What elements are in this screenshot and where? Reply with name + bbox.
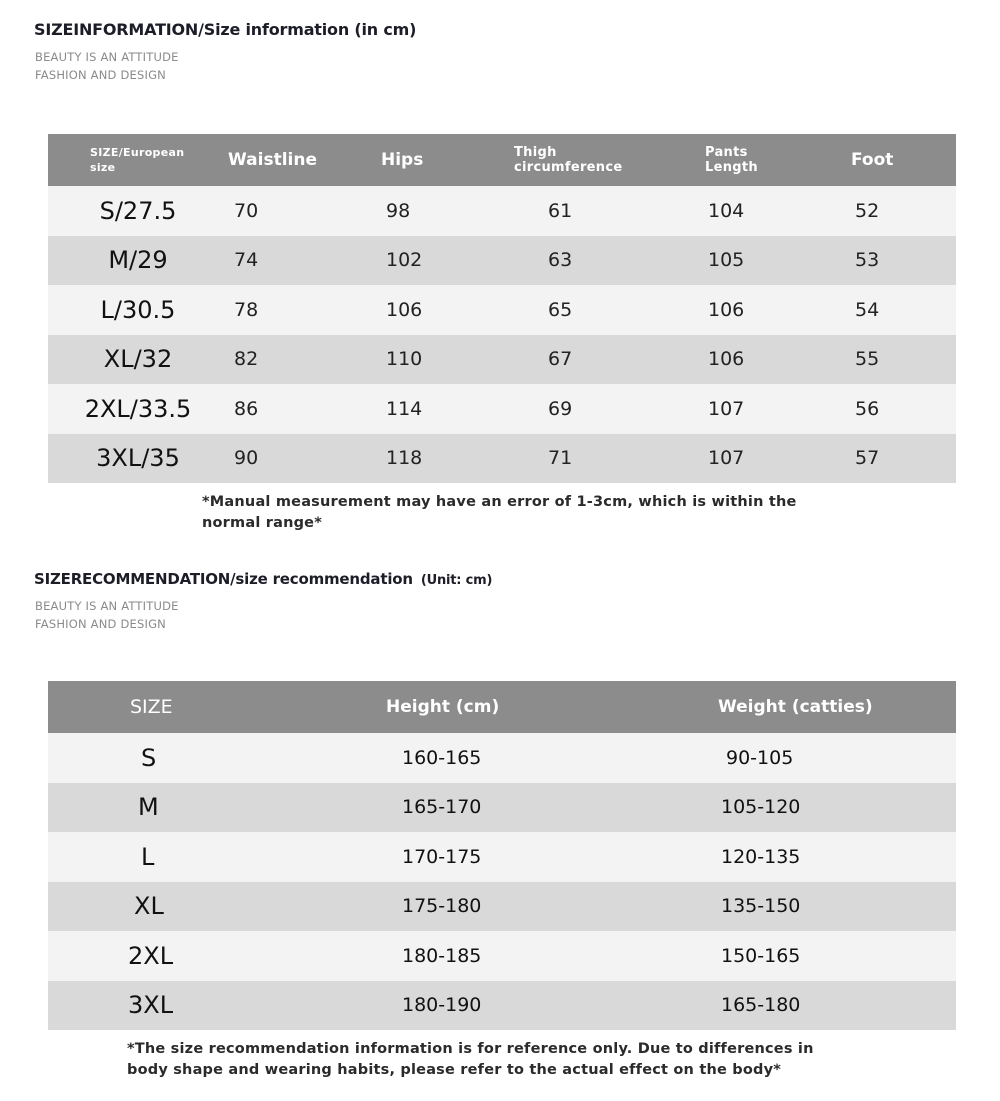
- cell-weight: 90-105: [672, 733, 956, 783]
- cell-size: S: [48, 733, 348, 783]
- cell-foot: 53: [850, 236, 956, 286]
- recommendation-note: [127, 1039, 814, 1081]
- cell-waistline: 90: [228, 434, 380, 484]
- cell-foot: 52: [850, 186, 956, 236]
- column-header-hips: Hips: [380, 134, 512, 186]
- cell-weight: 120-135: [672, 832, 956, 882]
- cell-height: 180-190: [348, 981, 672, 1031]
- unit-label: (Unit: cm): [420, 573, 493, 588]
- header-text: size: [90, 161, 116, 174]
- cell-height: 170-175: [348, 832, 672, 882]
- cell-size: 2XL: [48, 931, 348, 981]
- cell-thigh: 61: [512, 186, 704, 236]
- cell-size: L/30.5: [48, 285, 228, 335]
- cell-hips: 110: [380, 335, 512, 385]
- cell-size: L: [48, 832, 348, 882]
- size-information-title: SIZEINFORMATION/Size information (in cm): [34, 20, 417, 39]
- note-line: body shape and wearing habits, please refer to the actual effect on the body*: [127, 1062, 782, 1078]
- cell-hips: 98: [380, 186, 512, 236]
- cell-pants-length: 107: [704, 434, 850, 484]
- cell-pants-length: 106: [704, 285, 850, 335]
- measurement-note: [202, 492, 797, 534]
- cell-pants-length: 107: [704, 384, 850, 434]
- table-row: [48, 783, 956, 833]
- header-text: SIZE/European: [90, 146, 185, 159]
- cell-thigh: 71: [512, 434, 704, 484]
- column-header-size: SIZE: [48, 681, 348, 733]
- table-row: [48, 186, 956, 236]
- table-header-row: [48, 134, 956, 186]
- cell-weight: 165-180: [672, 981, 956, 1031]
- table-row: [48, 882, 956, 932]
- cell-weight: 150-165: [672, 931, 956, 981]
- cell-hips: 102: [380, 236, 512, 286]
- table-row: [48, 434, 956, 484]
- cell-thigh: 69: [512, 384, 704, 434]
- cell-hips: 114: [380, 384, 512, 434]
- cell-pants-length: 106: [704, 335, 850, 385]
- cell-hips: 106: [380, 285, 512, 335]
- column-header-foot: Foot: [850, 134, 956, 186]
- column-header-pants-length: [704, 134, 850, 186]
- cell-height: 175-180: [348, 882, 672, 932]
- cell-foot: 56: [850, 384, 956, 434]
- cell-pants-length: 105: [704, 236, 850, 286]
- cell-thigh: 65: [512, 285, 704, 335]
- tagline-block-2: [35, 597, 179, 633]
- cell-thigh: 67: [512, 335, 704, 385]
- cell-size: 2XL/33.5: [48, 384, 228, 434]
- header-text: Thigh: [514, 145, 557, 160]
- note-line: *Manual measurement may have an error of 1-3cm, which is within the: [202, 494, 797, 510]
- cell-foot: 57: [850, 434, 956, 484]
- cell-size: M/29: [48, 236, 228, 286]
- cell-waistline: 82: [228, 335, 380, 385]
- note-line: *The size recommendation information is for reference only. Due to differences in: [127, 1041, 814, 1057]
- header-text: Length: [705, 160, 758, 175]
- table-row: [48, 832, 956, 882]
- table-row: [48, 931, 956, 981]
- note-line: normal range*: [202, 515, 323, 531]
- cell-foot: 54: [850, 285, 956, 335]
- table-header-row: [48, 681, 956, 733]
- cell-waistline: 70: [228, 186, 380, 236]
- column-header-thigh: [512, 134, 704, 186]
- tagline-block-1: [35, 48, 179, 84]
- cell-size: 3XL/35: [48, 434, 228, 484]
- cell-size: S/27.5: [48, 186, 228, 236]
- cell-size: 3XL: [48, 981, 348, 1031]
- cell-waistline: 78: [228, 285, 380, 335]
- table-row: [48, 981, 956, 1031]
- column-header-weight: Weight (catties): [672, 681, 956, 733]
- size-information-heading: [34, 20, 416, 39]
- table-row: [48, 285, 956, 335]
- table-row: [48, 384, 956, 434]
- cell-waistline: 74: [228, 236, 380, 286]
- tagline-line: FASHION AND DESIGN: [35, 68, 166, 82]
- size-information-table: [48, 134, 956, 483]
- size-recommendation-title: SIZERECOMMENDATION/size recommendation: [34, 570, 413, 588]
- column-header-size: [48, 134, 228, 186]
- cell-height: 180-185: [348, 931, 672, 981]
- cell-height: 160-165: [348, 733, 672, 783]
- cell-weight: 135-150: [672, 882, 956, 932]
- size-recommendation-table: [48, 681, 956, 1030]
- header-text: Pants: [705, 145, 748, 160]
- cell-size: XL: [48, 882, 348, 932]
- size-recommendation-heading: [34, 570, 492, 588]
- cell-foot: 55: [850, 335, 956, 385]
- cell-size: XL/32: [48, 335, 228, 385]
- cell-size: M: [48, 783, 348, 833]
- cell-weight: 105-120: [672, 783, 956, 833]
- column-header-waistline: Waistline: [228, 134, 380, 186]
- table-row: [48, 335, 956, 385]
- table-row: [48, 236, 956, 286]
- tagline-line: BEAUTY IS AN ATTITUDE: [35, 50, 179, 64]
- cell-waistline: 86: [228, 384, 380, 434]
- cell-pants-length: 104: [704, 186, 850, 236]
- cell-thigh: 63: [512, 236, 704, 286]
- header-text: circumference: [514, 160, 623, 175]
- column-header-height: Height (cm): [348, 681, 672, 733]
- tagline-line: BEAUTY IS AN ATTITUDE: [35, 599, 179, 613]
- cell-hips: 118: [380, 434, 512, 484]
- cell-height: 165-170: [348, 783, 672, 833]
- table-row: [48, 733, 956, 783]
- tagline-line: FASHION AND DESIGN: [35, 617, 166, 631]
